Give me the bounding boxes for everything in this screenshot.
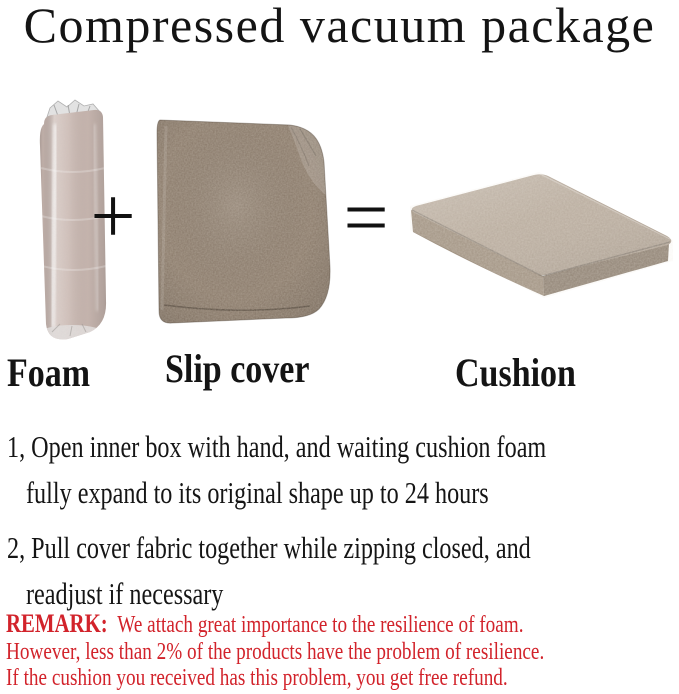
plus-icon: + xyxy=(90,173,136,261)
cushion-label: Cushion xyxy=(455,350,576,395)
cushion-graphic xyxy=(392,148,679,300)
slip-cover-shading xyxy=(152,112,338,336)
instruction-step1-line2: fully expand to its original shape up to 24 hours xyxy=(26,475,489,510)
remark-line-3: If the cushion you received has this problem, you get free refund. xyxy=(6,665,508,691)
remark-block xyxy=(6,611,544,692)
page-title: Compressed vacuum package xyxy=(23,0,656,53)
foam-label: Foam xyxy=(7,350,91,395)
remark-label: REMARK: xyxy=(6,609,108,638)
instruction-step2-line1: 2, Pull cover fabric together while zipping closed, and xyxy=(7,530,531,565)
cushion-image xyxy=(392,148,679,300)
remark-text-1: We attach great importance to the resilience of foam. xyxy=(117,612,524,638)
remark-line-1 xyxy=(6,611,544,639)
instruction-step2-line2: readjust if necessary xyxy=(26,576,224,611)
remark-line-2: However, less than 2% of the products have the problem of resilience. xyxy=(6,638,545,665)
slip-cover-label: Slip cover xyxy=(165,346,310,391)
cushion-shading xyxy=(392,148,679,300)
slip-cover-image xyxy=(152,112,338,336)
instruction-step1-line1: 1, Open inner box with hand, and waiting cushion foam xyxy=(7,429,547,464)
slip-cover-graphic xyxy=(152,112,338,336)
equals-icon: = xyxy=(343,174,389,262)
